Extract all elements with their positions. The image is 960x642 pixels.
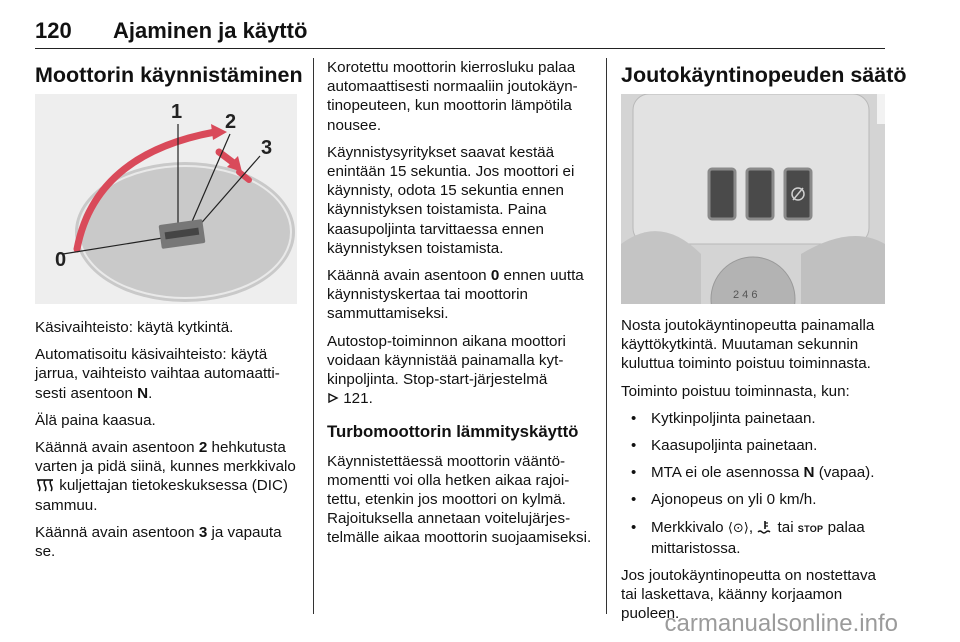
page-header bbox=[35, 14, 885, 50]
column-divider bbox=[606, 58, 607, 614]
paragraph: Käsivaihteisto: käytä kytkintä. bbox=[35, 319, 234, 336]
ignition-key-illustration bbox=[35, 94, 297, 304]
paragraph: Älä paina kaasua. bbox=[35, 411, 156, 429]
paragraph: Automatisoitu käsivaihteisto: käytä jarrua, vaihteisto vaihtaa automaattisesti asentoon N. bbox=[35, 346, 280, 402]
paragraph: Nosta joutokäyntinopeutta painamalla käyttökytkintä. Muutaman sekunnin kuluttua toiminto poistuu toiminnasta. bbox=[621, 317, 875, 373]
page-ref-arrow-icon bbox=[327, 392, 339, 404]
list-item: • Ajonopeus on yli 0 km/h. bbox=[621, 490, 887, 509]
battery-temp-icon bbox=[757, 520, 773, 534]
list-item: • Kaasupoljinta painetaan. bbox=[621, 436, 887, 455]
paragraph: Käännä avain asentoon 2 hehkutusta varten ja pidä siinä, kunnes merkkivalo kuljettajan tietokeskuksessa (DIC) sammuu. bbox=[35, 439, 296, 514]
column-divider bbox=[313, 58, 314, 614]
paragraph: Korotettu moottorin kierrosluku palaa automaattisesti normaaliin joutokäyntinopeuteen, kun moottorin lämpötila nousee. bbox=[327, 59, 578, 134]
page-number: 120 bbox=[35, 18, 72, 43]
column-1 bbox=[35, 58, 303, 569]
paragraph: Autostop-toiminnon aikana moottori voidaan käynnistää painamalla kytkinpoljinta. Stop-start-järjestelmä 121. bbox=[327, 332, 566, 408]
stop-indicator-icon: STOP bbox=[797, 523, 824, 534]
subsection-title-turbo-warmup: Turbomoottorin lämmityskäyttö bbox=[327, 422, 579, 442]
paragraph: Käännä avain asentoon 3 ja vapauta se. bbox=[35, 523, 282, 561]
paragraph: Jos joutokäyntinopeutta on nostettava tai laskettava, käänny korjaamon puoleen. bbox=[621, 567, 876, 623]
list-item: • Merkkivalo ⟨⊙⟩, tai STOP palaa mittaristossa. bbox=[621, 518, 887, 558]
position-2-label: 2 bbox=[225, 111, 237, 133]
gear-pattern-label: 2 4 6 bbox=[733, 289, 758, 301]
column-2 bbox=[327, 58, 595, 556]
list-item: • Kytkinpoljinta painetaan. bbox=[621, 409, 887, 428]
position-3-label: 3 bbox=[261, 137, 273, 159]
section-title-idle-speed: Joutokäyntinopeuden säätö bbox=[621, 63, 907, 87]
position-0-label: 0 bbox=[55, 249, 67, 271]
page-reference-link[interactable]: 121. bbox=[343, 390, 373, 408]
paragraph: Käynnistysyritykset saavat kestää enintään 15 sekuntia. Jos moottori ei käynnisty, odota 15 sekuntia ennen käynnistyksen toistamista. Paina kaasupoljinta tarvittaessa ennen käynnistyksen toistamista. bbox=[327, 143, 575, 257]
deactivation-conditions-list bbox=[621, 409, 887, 558]
chapter-title: Ajaminen ja käyttö bbox=[113, 18, 308, 43]
watermark: carmanualsonline.info bbox=[664, 610, 898, 637]
paragraph: Käynnistettäessä moottorin vääntömomentti voi olla hetken aikaa rajoitettu, etenkin jos moottori on kylmä. Rajoituksella annetaan voitelujärjestelmälle aikaa moottorin suojaamiseksi. bbox=[327, 452, 592, 547]
paragraph: Käännä avain asentoon 0 ennen uutta käynnistyskertaa tai moottorin sammuttamiseksi. bbox=[327, 267, 584, 323]
idle-speed-switch-photo bbox=[621, 94, 885, 304]
position-1-label: 1 bbox=[171, 101, 183, 123]
section-title-engine-start: Moottorin käynnistäminen bbox=[35, 63, 303, 87]
header-rule bbox=[35, 48, 885, 49]
column-3 bbox=[621, 58, 907, 632]
steering-icon: ⟨⊙⟩ bbox=[727, 520, 749, 536]
preheat-coil-icon bbox=[35, 478, 55, 492]
paragraph: Toiminto poistuu toiminnasta, kun: bbox=[621, 382, 850, 400]
list-item: • MTA ei ole asennossa N (vapaa). bbox=[621, 463, 887, 482]
